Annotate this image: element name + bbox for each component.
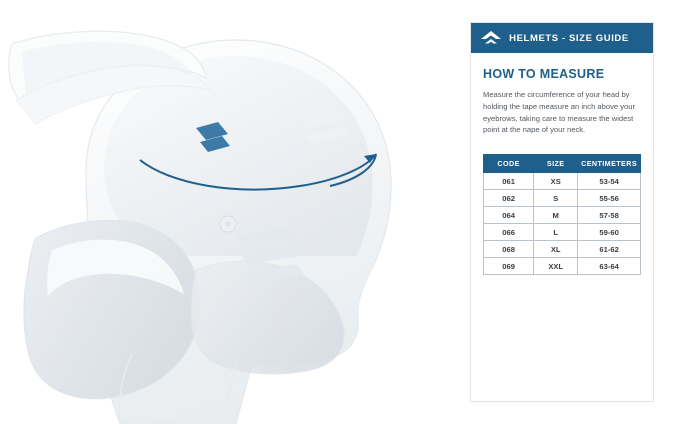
- helmet-vents: [236, 228, 304, 282]
- cell-centimeters: 59-60: [578, 224, 641, 241]
- cell-centimeters: 53-54: [578, 173, 641, 190]
- panel-body: [471, 53, 653, 275]
- cell-code: 062: [484, 190, 534, 207]
- table-row: [484, 173, 641, 190]
- cell-size: M: [534, 207, 578, 224]
- table-row: [484, 190, 641, 207]
- cell-size: XXL: [534, 258, 578, 275]
- cell-code: 061: [484, 173, 534, 190]
- table-row: [484, 207, 641, 224]
- helmet-shell: [9, 31, 391, 424]
- panel-title: HELMETS - SIZE GUIDE: [509, 32, 629, 44]
- table-header-row: [484, 155, 641, 173]
- column-header-size: SIZE: [534, 155, 578, 173]
- column-header-code: CODE: [484, 155, 534, 173]
- size-table: [483, 154, 641, 275]
- cell-code: 068: [484, 241, 534, 258]
- cell-code: 064: [484, 207, 534, 224]
- column-header-centimeters: CENTIMETERS: [578, 155, 641, 173]
- how-to-measure-text: Measure the circumference of your head by holding the tape measure an inch above your eyebrows, taking care to measure the widest point at the nape of your neck.: [483, 90, 635, 135]
- table-row: [484, 224, 641, 241]
- cell-centimeters: 57-58: [578, 207, 641, 224]
- table-row: [484, 258, 641, 275]
- panel-header: [471, 23, 653, 53]
- cell-centimeters: 55-56: [578, 190, 641, 207]
- size-guide-panel: [470, 22, 654, 402]
- cell-centimeters: 61-62: [578, 241, 641, 258]
- cell-code: 069: [484, 258, 534, 275]
- table-row: [484, 241, 641, 258]
- cell-size: S: [534, 190, 578, 207]
- cell-size: XS: [534, 173, 578, 190]
- cell-centimeters: 63-64: [578, 258, 641, 275]
- how-to-measure-heading: HOW TO MEASURE: [483, 67, 605, 81]
- cell-size: L: [534, 224, 578, 241]
- cell-code: 066: [484, 224, 534, 241]
- cell-size: XL: [534, 241, 578, 258]
- brand-chevron-icon: [480, 30, 502, 46]
